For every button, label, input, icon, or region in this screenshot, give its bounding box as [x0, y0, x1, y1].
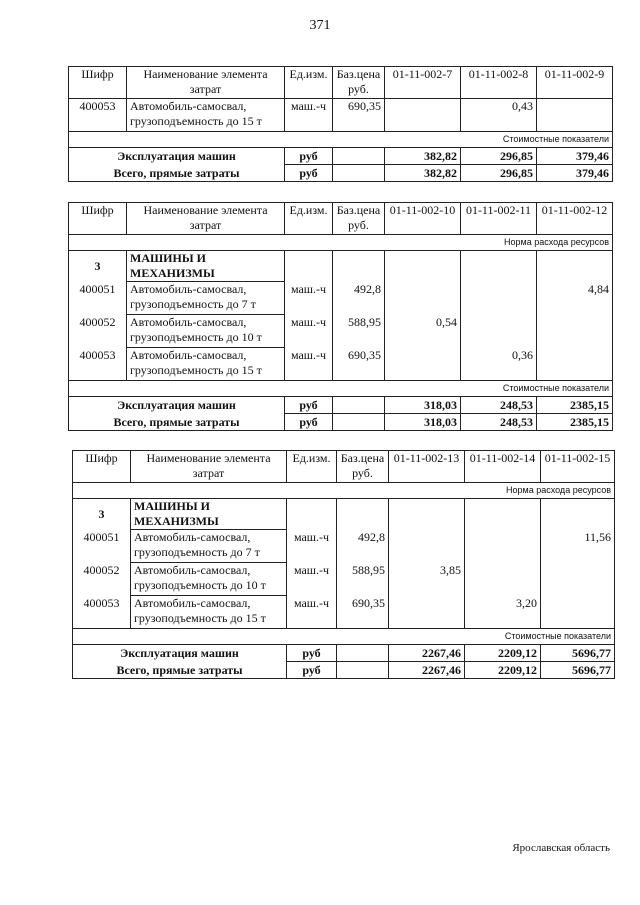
header-code: Шифр — [69, 203, 127, 235]
row-value-2: 3,20 — [465, 596, 541, 629]
cost-label: Стоимостные показатели — [73, 629, 615, 645]
row-value-1 — [389, 530, 465, 563]
resource-table-1 — [68, 66, 613, 182]
table-row — [69, 282, 613, 315]
total-value-3: 5696,77 — [541, 662, 615, 679]
page-number: 371 — [309, 18, 331, 33]
table-header — [69, 203, 613, 235]
total-label: Всего, прямые затраты — [69, 414, 285, 431]
total-label: Эксплуатация машин — [73, 645, 287, 662]
row-value-1: 0,54 — [385, 315, 461, 348]
header-code: Шифр — [69, 67, 127, 99]
section-title: МАШИНЫ И МЕХАНИЗМЫ — [127, 251, 285, 282]
resource-table-2 — [68, 202, 613, 431]
row-price: 588,95 — [333, 315, 385, 348]
row-value-1 — [389, 596, 465, 629]
row-unit: маш.-ч — [287, 596, 337, 629]
total-row — [69, 414, 613, 431]
row-value-1 — [385, 99, 461, 132]
row-code: 400053 — [69, 99, 127, 132]
total-label: Всего, прямые затраты — [69, 165, 285, 182]
total-unit: руб — [287, 645, 337, 662]
total-value-3: 379,46 — [537, 148, 613, 165]
section-title: МАШИНЫ И МЕХАНИЗМЫ — [131, 499, 287, 530]
row-price: 690,35 — [333, 99, 385, 132]
total-value-1: 318,03 — [385, 397, 461, 414]
row-value-3 — [541, 596, 615, 629]
header-col-3: 01-11-002-15 — [541, 451, 615, 483]
row-value-2: 0,43 — [461, 99, 537, 132]
total-row — [73, 645, 615, 662]
total-unit: руб — [285, 165, 333, 182]
section-row — [69, 251, 613, 282]
total-value-2: 248,53 — [461, 397, 537, 414]
row-price: 690,35 — [337, 596, 389, 629]
total-label: Всего, прямые затраты — [73, 662, 287, 679]
total-row — [73, 662, 615, 679]
header-name: Наименование элемента затрат — [127, 67, 285, 99]
row-unit: маш.-ч — [285, 348, 333, 381]
total-value-2: 296,85 — [461, 148, 537, 165]
row-name: Автомобиль-самосвал, грузоподъемность до 10 т — [131, 563, 287, 596]
table-row — [73, 530, 615, 563]
section-number: 3 — [73, 499, 131, 530]
row-value-3 — [537, 348, 613, 381]
header-unit: Ед.изм. — [285, 203, 333, 235]
row-price: 588,95 — [337, 563, 389, 596]
header-col-1: 01-11-002-13 — [389, 451, 465, 483]
row-unit: маш.-ч — [287, 530, 337, 563]
row-price: 492,8 — [337, 530, 389, 563]
header-col-3: 01-11-002-12 — [537, 203, 613, 235]
row-code: 400053 — [69, 348, 127, 381]
row-value-2 — [461, 282, 537, 315]
header-col-2: 01-11-002-14 — [465, 451, 541, 483]
table-row — [69, 348, 613, 381]
table-header — [69, 67, 613, 99]
row-value-2 — [465, 530, 541, 563]
row-value-3: 4,84 — [537, 282, 613, 315]
row-value-2 — [461, 315, 537, 348]
row-value-3 — [537, 315, 613, 348]
header-price: Баз.цена руб. — [337, 451, 389, 483]
header-col-3: 01-11-002-9 — [537, 67, 613, 99]
row-value-1 — [385, 282, 461, 315]
norm-label: Норма расхода ресурсов — [73, 483, 615, 499]
section-row — [73, 499, 615, 530]
table-header — [73, 451, 615, 483]
total-row — [69, 165, 613, 182]
row-value-3 — [541, 563, 615, 596]
row-value-1 — [385, 348, 461, 381]
total-value-3: 2385,15 — [537, 414, 613, 431]
row-unit: маш.-ч — [285, 315, 333, 348]
row-name: Автомобиль-самосвал, грузоподъемность до 15 т — [131, 596, 287, 629]
header-col-1: 01-11-002-7 — [385, 67, 461, 99]
row-name: Автомобиль-самосвал, грузоподъемность до 10 т — [127, 315, 285, 348]
total-label: Эксплуатация машин — [69, 397, 285, 414]
header-name: Наименование элемента затрат — [127, 203, 285, 235]
header-code: Шифр — [73, 451, 131, 483]
row-code: 400051 — [69, 282, 127, 315]
header-col-2: 01-11-002-8 — [461, 67, 537, 99]
row-name: Автомобиль-самосвал, грузоподъемность до 15 т — [127, 99, 285, 132]
row-name: Автомобиль-самосвал, грузоподъемность до 7 т — [131, 530, 287, 563]
header-name: Наименование элемента затрат — [131, 451, 287, 483]
table-row — [69, 315, 613, 348]
row-unit: маш.-ч — [285, 282, 333, 315]
row-code: 400052 — [69, 315, 127, 348]
row-code: 400052 — [73, 563, 131, 596]
row-code: 400053 — [73, 596, 131, 629]
table-row — [73, 563, 615, 596]
total-value-1: 2267,46 — [389, 645, 465, 662]
total-value-3: 379,46 — [537, 165, 613, 182]
total-value-2: 2209,12 — [465, 662, 541, 679]
total-value-2: 296,85 — [461, 165, 537, 182]
total-value-3: 2385,15 — [537, 397, 613, 414]
total-row — [69, 397, 613, 414]
region-footer: Ярославская область — [512, 842, 610, 854]
header-price: Баз.цена руб. — [333, 203, 385, 235]
row-name: Автомобиль-самосвал, грузоподъемность до 15 т — [127, 348, 285, 381]
row-value-2: 0,36 — [461, 348, 537, 381]
total-value-2: 2209,12 — [465, 645, 541, 662]
row-value-3: 11,56 — [541, 530, 615, 563]
row-price: 492,8 — [333, 282, 385, 315]
total-unit: руб — [285, 414, 333, 431]
row-name: Автомобиль-самосвал, грузоподъемность до 7 т — [127, 282, 285, 315]
row-value-2 — [465, 563, 541, 596]
header-unit: Ед.изм. — [285, 67, 333, 99]
total-value-2: 248,53 — [461, 414, 537, 431]
row-unit: маш.-ч — [285, 99, 333, 132]
total-value-3: 5696,77 — [541, 645, 615, 662]
table-row — [73, 596, 615, 629]
norm-label: Норма расхода ресурсов — [69, 235, 613, 251]
resource-table-3 — [72, 450, 615, 679]
row-price: 690,35 — [333, 348, 385, 381]
header-unit: Ед.изм. — [287, 451, 337, 483]
row-value-1: 3,85 — [389, 563, 465, 596]
total-value-1: 382,82 — [385, 148, 461, 165]
total-unit: руб — [285, 397, 333, 414]
total-unit: руб — [287, 662, 337, 679]
cost-label: Стоимостные показатели — [69, 132, 613, 148]
total-value-1: 318,03 — [385, 414, 461, 431]
total-row — [69, 148, 613, 165]
total-value-1: 382,82 — [385, 165, 461, 182]
header-price: Баз.цена руб. — [333, 67, 385, 99]
cost-label: Стоимостные показатели — [69, 381, 613, 397]
header-col-2: 01-11-002-11 — [461, 203, 537, 235]
row-unit: маш.-ч — [287, 563, 337, 596]
table-row — [69, 99, 613, 132]
section-number: 3 — [69, 251, 127, 282]
header-col-1: 01-11-002-10 — [385, 203, 461, 235]
total-value-1: 2267,46 — [389, 662, 465, 679]
row-value-3 — [537, 99, 613, 132]
row-code: 400051 — [73, 530, 131, 563]
total-unit: руб — [285, 148, 333, 165]
total-label: Эксплуатация машин — [69, 148, 285, 165]
